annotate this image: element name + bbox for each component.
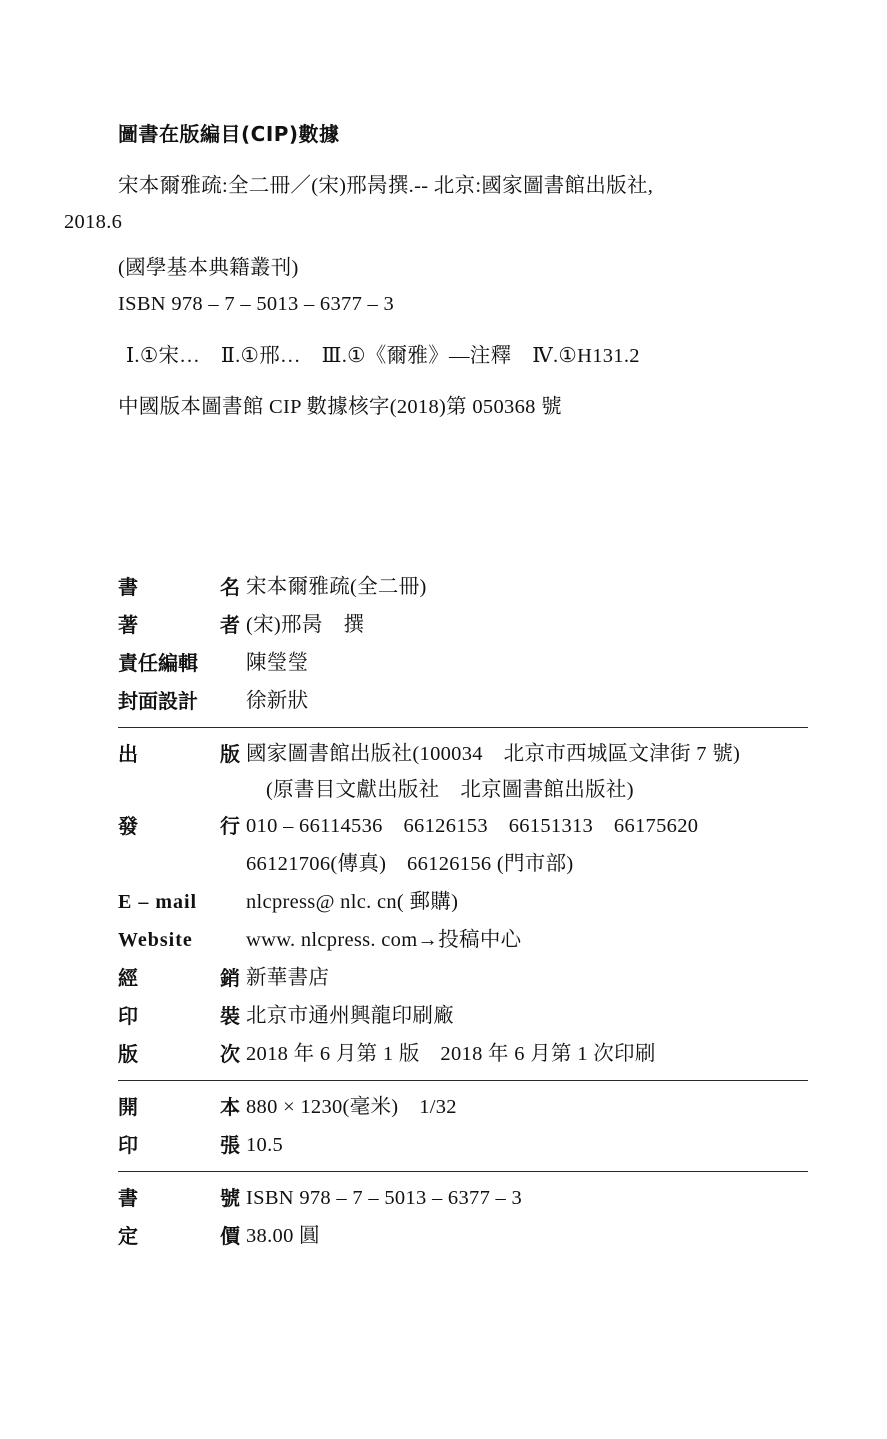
row-label bbox=[118, 1126, 246, 1164]
row-value: nlcpress@ nlc. cn( 郵購) bbox=[246, 891, 459, 913]
table-row bbox=[118, 735, 808, 773]
row-label-char-b: 價 bbox=[220, 1224, 240, 1248]
row-value: 徐新狀 bbox=[246, 690, 309, 712]
row-label: Website bbox=[118, 929, 193, 951]
cip-line-title: 宋本爾雅疏:全二冊／(宋)邢昺撰.-- 北京:國家圖書館出版社, bbox=[118, 175, 654, 197]
cip-line-registry: 中國版本圖書館 CIP 數據核字(2018)第 050368 號 bbox=[118, 396, 562, 419]
row-label-char-a: 定 bbox=[118, 1224, 138, 1248]
table-row bbox=[118, 773, 808, 807]
table-row-email bbox=[118, 883, 808, 921]
row-label-char-b: 本 bbox=[220, 1095, 240, 1119]
row-value-secondary: (原書目文獻出版社 北京圖書館出版社) bbox=[266, 779, 634, 801]
row-value: 宋本爾雅疏(全二冊) bbox=[246, 576, 427, 598]
row-label-char-b: 者 bbox=[220, 613, 240, 637]
table-row bbox=[118, 644, 808, 682]
row-label bbox=[118, 1035, 246, 1073]
row-label-char-b: 次 bbox=[220, 1042, 240, 1066]
row-label-char-b: 名 bbox=[220, 575, 240, 599]
row-label bbox=[118, 1088, 246, 1126]
table-row bbox=[118, 606, 808, 644]
row-label bbox=[118, 568, 246, 606]
row-label-char-a: 著 bbox=[118, 613, 138, 637]
table-row bbox=[118, 568, 808, 606]
row-label-char-b: 張 bbox=[220, 1133, 240, 1157]
row-value-price: 38.00 圓 bbox=[246, 1225, 320, 1247]
row-value-isbn: ISBN 978 – 7 – 5013 – 6377 – 3 bbox=[246, 1187, 523, 1209]
row-label-char-a: 版 bbox=[118, 1042, 138, 1066]
row-label-char-a: 出 bbox=[118, 742, 138, 766]
cip-line-series: (國學基本典籍叢刊) bbox=[118, 256, 299, 279]
row-label: 封面設計 bbox=[118, 689, 198, 713]
row-label bbox=[118, 959, 246, 997]
row-label bbox=[118, 735, 246, 773]
row-label-char-a: 發 bbox=[118, 814, 138, 838]
row-value: (宋)邢昺 撰 bbox=[246, 614, 365, 636]
table-row bbox=[118, 1088, 808, 1126]
cip-line-classification: Ⅰ.①宋… Ⅱ.①邢… Ⅲ.①《爾雅》—注釋 Ⅳ.①H131.2 bbox=[126, 344, 640, 367]
row-label-char-a: 印 bbox=[118, 1133, 138, 1157]
row-value: 10.5 bbox=[246, 1134, 284, 1156]
table-row bbox=[118, 959, 808, 997]
divider bbox=[118, 727, 808, 728]
row-value: 陳瑩瑩 bbox=[246, 652, 309, 674]
row-label bbox=[118, 997, 246, 1035]
cip-line-isbn: ISBN 978 – 7 – 5013 – 6377 – 3 bbox=[118, 292, 395, 315]
row-label-char-b: 行 bbox=[220, 814, 240, 838]
table-row bbox=[118, 845, 808, 883]
colophon-table bbox=[118, 568, 808, 1255]
table-row-website bbox=[118, 921, 808, 959]
divider bbox=[118, 1080, 808, 1081]
row-label-char-b: 號 bbox=[220, 1186, 240, 1210]
row-value: 2018 年 6 月第 1 版 2018 年 6 月第 1 次印刷 bbox=[246, 1043, 656, 1065]
row-label-char-a: 印 bbox=[118, 1004, 138, 1028]
row-label: E – mail bbox=[118, 891, 198, 913]
row-value: 國家圖書館出版社(100034 北京市西城區文津街 7 號) bbox=[246, 743, 741, 765]
table-row bbox=[118, 997, 808, 1035]
table-row bbox=[118, 682, 808, 720]
row-label-char-b: 銷 bbox=[220, 966, 240, 990]
row-value: 010 – 66114536 66126153 66151313 66175620 bbox=[246, 815, 699, 837]
row-value-secondary: 66121706(傳真) 66126156 (門市部) bbox=[246, 853, 574, 875]
row-label-char-a: 書 bbox=[118, 575, 138, 599]
table-row bbox=[118, 1126, 808, 1164]
row-label-char-a: 開 bbox=[118, 1095, 138, 1119]
divider bbox=[118, 1171, 808, 1172]
row-value: 北京市通州興龍印刷廠 bbox=[246, 1005, 454, 1027]
cip-block bbox=[0, 118, 887, 426]
row-label-char-a: 經 bbox=[118, 966, 138, 990]
row-label bbox=[118, 1217, 246, 1255]
table-row bbox=[118, 1035, 808, 1073]
table-row bbox=[118, 1217, 808, 1255]
row-label bbox=[118, 807, 246, 845]
row-label-char-b: 版 bbox=[220, 742, 240, 766]
row-label-char-a: 書 bbox=[118, 1186, 138, 1210]
cip-line-date: 2018.6 bbox=[64, 210, 123, 233]
row-label bbox=[118, 606, 246, 644]
cip-heading: 圖書在版編目(CIP)數據 bbox=[118, 122, 340, 146]
row-label bbox=[118, 1179, 246, 1217]
row-value: www. nlcpress. com→投稿中心 bbox=[246, 929, 522, 951]
row-label: 責任編輯 bbox=[118, 651, 198, 675]
row-value: 新華書店 bbox=[246, 967, 330, 989]
table-row bbox=[118, 1179, 808, 1217]
table-row bbox=[118, 807, 808, 845]
row-label-char-b: 裝 bbox=[220, 1004, 240, 1028]
row-value: 880 × 1230(毫米) 1/32 bbox=[246, 1096, 457, 1118]
